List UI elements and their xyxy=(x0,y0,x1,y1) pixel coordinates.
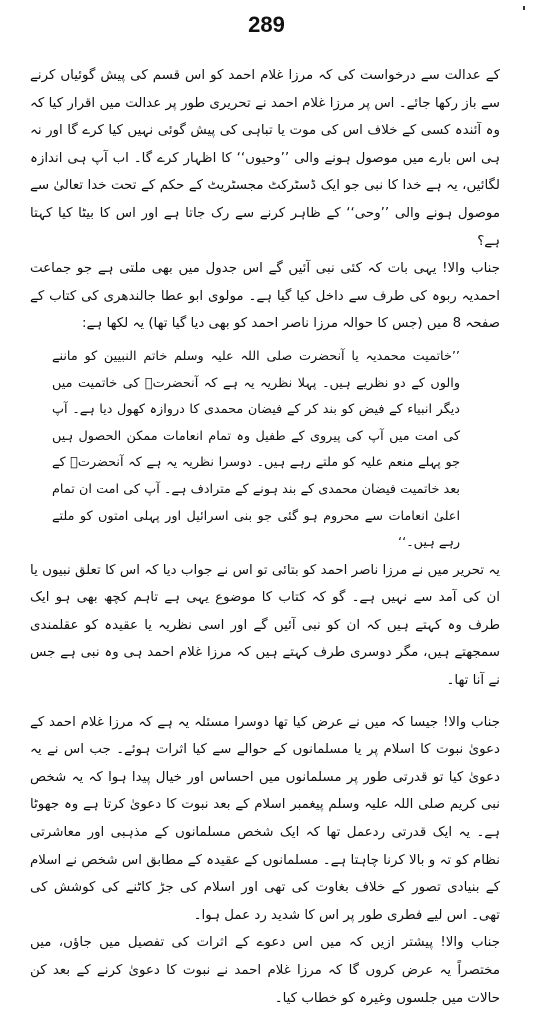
paragraph-5: جناب والا! پیشتر ازیں کہ میں اس دعوے کے اثرات کی تفصیل میں جاؤں، میں مختصراً یہ عرض کروں گا کہ مرزا غلام احمد نے نبوت کا دعویٰ کرنے کے بعد کن حالات میں جلسوں وغیرہ کو خطاب کیا۔ xyxy=(30,935,500,1006)
edge-mark xyxy=(523,6,525,10)
paragraph-2: جناب والا! یہی بات کہ کئی نبی آئیں گے اس جدول میں بھی ملتی ہے جو جماعت احمدیہ ربوہ کی طرف سے داخل کیا گیا ہے۔ مولوی ابو عطا جالندھری کی کتاب کے صفحہ 8 میں (جس کا حوالہ مرزا ناصر احمد کو بھی دیا گیا تھا) یہ لکھا ہے: xyxy=(30,261,500,332)
page-body xyxy=(30,62,500,1012)
paragraph-gap xyxy=(30,695,500,709)
paragraph-3: یہ تحریر میں نے مرزا ناصر احمد کو بتائی تو اس نے جواب دیا کہ اس کا تعلق نبیوں یا ان کی آمد سے نہیں ہے۔ گو کہ کتاب کا موضوع یہی ہے تاہم کچھ بھی ہو ایک طرف وہ کہتے ہیں کہ ان کو نبی آئیں گے اور اسی نظریہ یا عقیدہ کو عقلمندی سمجھتے ہیں، مگر دوسری طرف کہتے ہیں کہ مرزا غلام احمد ہی وہ نبی ہے جس نے آنا تھا۔ xyxy=(30,562,500,689)
paragraph-1: کے عدالت سے درخواست کی کہ مرزا غلام احمد کو اس قسم کی پیش گوئیاں کرنے سے باز رکھا جائے۔ اس پر مرزا غلام احمد نے تحریری طور پر عدالت میں اقرار کیا کہ وہ آئندہ کسی کے خلاف اس کی موت یا تباہی کی پیش گوئی نہیں کیا کرے گا اور نہ ہی اس بارے میں موصول ہونے والی ’’وحیوں‘‘ کا اظہار کرے گا۔ اب آپ ہی اندازہ لگائیں، یہ ہے خدا کا نبی جو ایک ڈسٹرکٹ مجسٹریٹ کے حکم کے تحت خدا تعالیٰ سے موصول ہونے والی ’’وحی‘‘ کے ظاہر کرنے سے رک جاتا ہے اور اس کا بیٹا کیا کہتا ہے؟ xyxy=(30,68,500,249)
page-number: 289 xyxy=(248,12,285,37)
paragraph-4: جناب والا! جیسا کہ میں نے عرض کیا تھا دوسرا مسئلہ یہ ہے کہ مرزا غلام احمد کے دعویٰ نبوت کا اسلام پر یا مسلمانوں کے حوالے سے کیا اثرات ہوئے۔ جب اس نے یہ دعویٰ کیا تو قدرتی طور پر مسلمانوں میں احساس اور خیال پیدا ہوا کہ یہ شخص نبی کریم صلی اللہ علیہ وسلم پیغمبر اسلام کے بعد نبوت کا دعویٰ کرتا ہے وہ جھوٹا ہے۔ یہ ایک قدرتی ردعمل تھا کہ ایک شخص مسلمانوں کے مذہبی اور معاشرتی نظام کو تہ و بالا کرنا چاہتا ہے۔ مسلمانوں کے عقیدہ کے مطابق اس شخص نے اسلام کے بنیادی تصور کے خلاف بغاوت کی تھی اور اسلام کی جڑ کاٹنے کی کوشش کی تھی۔ اس لیے فطری طور پر اس کا شدید رد عمل ہوا۔ xyxy=(30,714,500,923)
block-quote: ’’خاتمیت محمدیہ یا آنحضرت صلی اللہ علیہ وسلم خاتم النبیین کو ماننے والوں کے دو نظریے ہیں۔ پہلا نظریہ یہ ہے کہ آنحضرتؐ کی خاتمیت میں دیگر انبیاء کے فیض کو بند کر کے فیضان محمدی کا دروازہ کھول دیا ہے۔ آپ کی امت میں آپ کی پیروی کے طفیل وہ تمام انعامات ممکن الحصول ہیں جو پہلے منعم علیہ کو ملتے رہے ہیں۔ دوسرا نظریہ یہ ہے کہ آنحضرتؐ کے بعد خاتمیت فیضان محمدی کے بند ہونے کے مترادف ہے۔ آپ کی امت ان تمام اعلیٰ انعامات سے محروم ہو گئی جو بنی اسرائیل اور پہلی امتوں کو ملتے رہے ہیں۔‘‘ xyxy=(52,348,460,551)
